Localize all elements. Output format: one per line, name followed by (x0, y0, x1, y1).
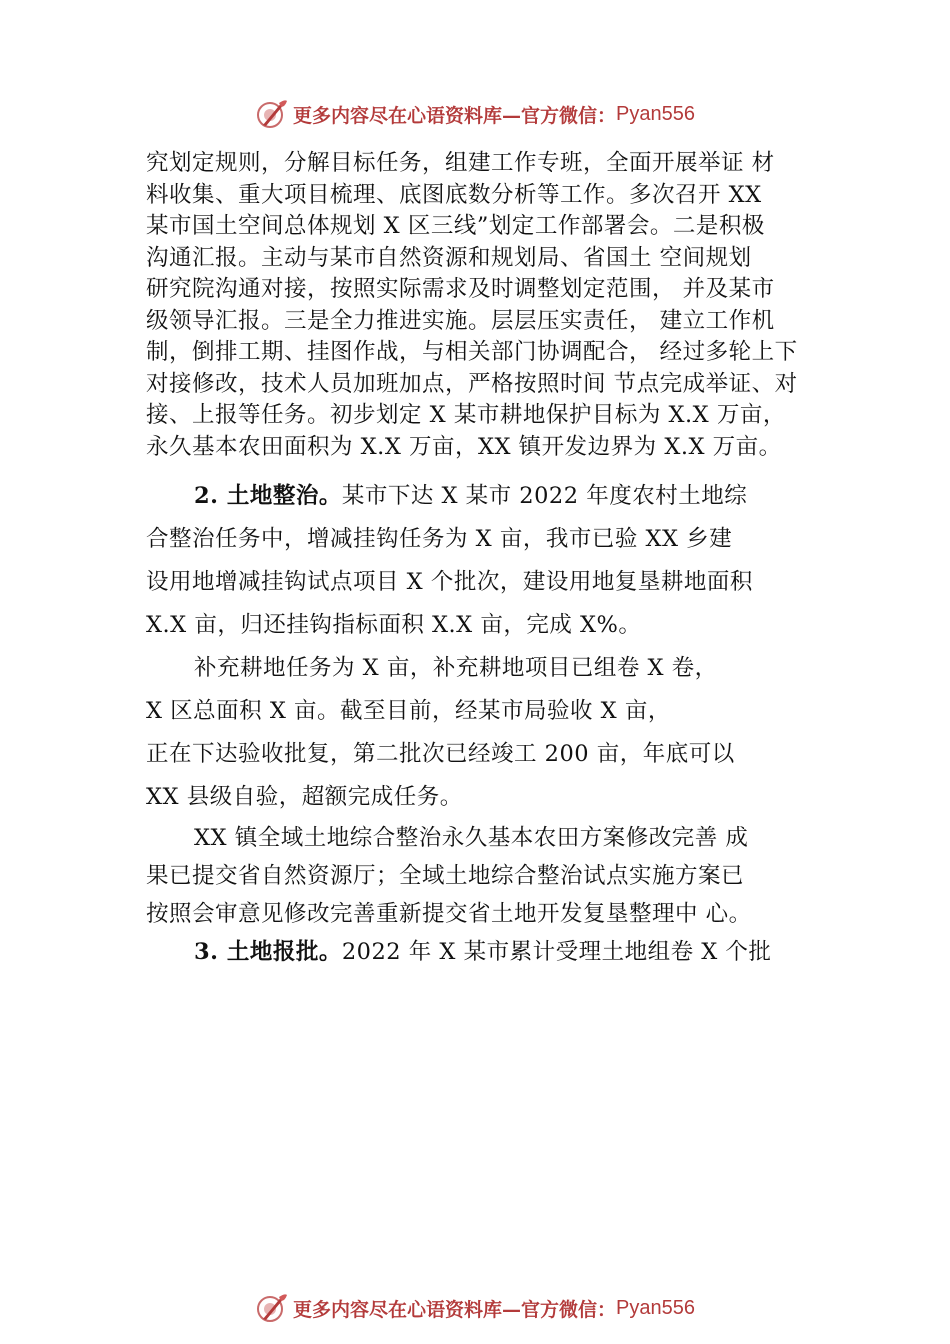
text-line: X.X 亩，归还挂钩指标面积 X.X 亩，完成 X%。 (146, 612, 642, 638)
text-line: XX 县级自验，超额完成任务。 (146, 784, 463, 810)
section-heading: 3. 土地报批。 (194, 939, 342, 965)
text-line: 究划定规则，分解目标任务，组建工作专班，全面开展举证 材 (146, 150, 775, 176)
text-line: 按照会审意见修改完善重新提交省土地开发复垦整理中 心。 (146, 901, 752, 927)
text-line: 正在下达验收批复，第二批次已经竣工 200 亩，年底可以 (146, 741, 735, 767)
quill-logo-icon (255, 97, 289, 131)
text-line: 研究院沟通对接，按照实际需求及时调整划定范围， 并及某市 (146, 276, 775, 302)
watermark-text: 更多内容尽在心语资料库—官方微信： (293, 104, 617, 127)
text-line: 接、上报等任务。初步划定 X 某市耕地保护目标为 X.X 万亩， (146, 402, 786, 428)
watermark-wechat-id: Pyan556 (616, 102, 695, 125)
paragraph-1 (146, 148, 846, 463)
watermark-wechat-id: Pyan556 (616, 1296, 695, 1319)
text-line: 合整治任务中，增减挂钩任务为 X 亩，我市已验 XX 乡建 (146, 526, 733, 552)
section-text: 2022 年 X 某市累计受理土地组卷 X 个批 (341, 939, 772, 965)
paragraph-supplement (146, 647, 846, 819)
text-line: 沟通汇报。主动与某市自然资源和规划局、省国土 空间规划 (146, 244, 752, 271)
paragraph-comprehensive (146, 819, 846, 933)
watermark-header (0, 94, 950, 134)
section-text: 某市下达 X 某市 2022 年度农村土地综 (341, 483, 748, 509)
text-line: 某市国土空间总体规划 X 区三线”划定工作部署会。二是积极 (146, 213, 765, 239)
text-line: 补充耕地任务为 X 亩，补充耕地项目已组卷 X 卷， (194, 655, 718, 681)
text-line: 制，倒排工期、挂图作战，与相关部门协调配合， 经过多轮上下 (146, 339, 798, 365)
document-body (146, 148, 846, 971)
text-line: 永久基本农田面积为 X.X 万亩，XX 镇开发边界为 X.X 万亩。 (146, 433, 782, 460)
text-line: 级领导汇报。三是全力推进实施。层层压实责任， 建立工作机 (146, 307, 775, 334)
section-heading: 2. 土地整治。 (194, 483, 342, 509)
quill-logo-icon (255, 1291, 289, 1325)
text-line: X 区总面积 X 亩。截至目前，经某市局验收 X 亩， (146, 698, 671, 724)
text-line: 果已提交省自然资源厅；全域土地综合整治试点实施方案已 (146, 863, 745, 889)
watermark-text: 更多内容尽在心语资料库—官方微信： (293, 1298, 617, 1321)
text-line: 设用地增减挂钩试点项目 X 个批次，建设用地复垦耕地面积 (146, 569, 753, 595)
text-line (146, 475, 846, 518)
text-line: 料收集、重大项目梳理、底图底数分析等工作。多次召开 XX (146, 181, 762, 208)
watermark-footer (0, 1288, 950, 1328)
section-land-remediation (146, 475, 846, 647)
text-line (146, 933, 846, 971)
text-line: 对接修改，技术人员加班加点，严格按照时间 节点完成举证、对 (146, 370, 798, 397)
text-line: XX 镇全域土地综合整治永久基本农田方案修改完善 成 (194, 825, 749, 851)
section-land-approval (146, 933, 846, 971)
